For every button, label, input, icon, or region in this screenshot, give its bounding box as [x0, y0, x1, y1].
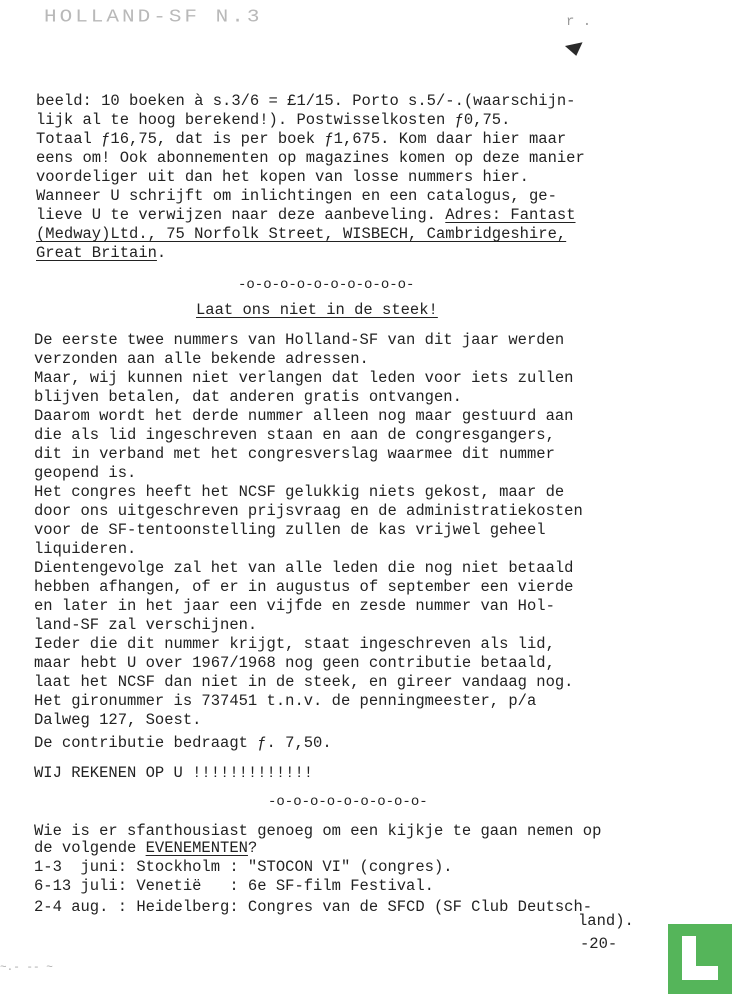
event-item-continuation: land). [578, 912, 634, 930]
text-line: liquideren. [34, 540, 137, 558]
event-item: 2-4 aug. : Heidelberg: Congres van de SFCD (SF Club Deutsch- [34, 898, 593, 916]
separator: -o-o-o-o-o-o-o-o-o- [268, 794, 428, 810]
text-span: de volgende [34, 839, 146, 857]
address-part-1: Adres: Fantast [445, 206, 576, 224]
text-line: beeld: 10 boeken à s.3/6 = £1/15. Porto s.5/-.(waarschijn- [36, 92, 576, 110]
text-line: De contributie bedraagt ƒ. 7,50. [34, 734, 332, 752]
text-line-with-address [36, 206, 576, 225]
text-line: De eerste twee nummers van Holland-SF van dit jaar werden [34, 331, 565, 349]
text-line: Het congres heeft het NCSF gelukkig niets gekost, maar de [34, 483, 565, 501]
faded-header-title: HOLLAND-SF N.3 [44, 7, 263, 28]
text-line: land-SF zal verschijnen. [34, 616, 258, 634]
question-mark: ? [247, 839, 258, 857]
text-span: lieve U te verwijzen naar deze aanbeveling. [36, 206, 446, 224]
text-line: Dientengevolge zal het van alle leden die nog niet betaald [34, 559, 574, 577]
events-keyword: EVENEMENTEN [145, 839, 248, 857]
address-part-3: Great Britain [36, 244, 157, 262]
address-end: . [156, 244, 167, 262]
text-line: Wie is er sfanthousiast genoeg om een kijkje te gaan nemen op [34, 822, 602, 840]
text-line: Maar, wij kunnen niet verlangen dat leden voor iets zullen [34, 369, 574, 387]
appeal-line: WIJ REKENEN OP U !!!!!!!!!!!!! [34, 764, 314, 782]
text-line: Daarom wordt het derde nummer alleen nog maar gestuurd aan [34, 407, 574, 425]
page-number: -20- [580, 935, 618, 953]
text-line: die als lid ingeschreven staan en aan de congresgangers, [34, 426, 555, 444]
text-line: Totaal ƒ16,75, dat is per boek ƒ1,675. Kom daar hier maar [36, 130, 567, 148]
event-item: 1-3 juni: Stockholm : "STOCON VI" (congres). [34, 858, 453, 876]
text-line: voor de SF-tentoonstelling zullen de kas vrijwel geheel [34, 521, 546, 539]
text-line: verzonden aan alle bekende adressen. [34, 350, 369, 368]
address-part-2: (Medway)Ltd., 75 Norfolk Street, WISBECH, Cambridgeshire, [36, 225, 567, 243]
address-line-3 [36, 244, 166, 263]
text-line: eens om! Ook abonnementen op magazines komen op deze manier [36, 149, 585, 167]
text-line: blijven betalen, dat anderen gratis ontvangen. [34, 388, 462, 406]
text-line: Dalweg 127, Soest. [34, 711, 202, 729]
text-line: dit in verband met het congresverslag waarmee dit nummer [34, 445, 555, 463]
edge-scratch-mark: ~.- -- ~ [0, 962, 53, 974]
text-line: Wanneer U schrijft om inlichtingen en een catalogus, ge- [36, 187, 557, 205]
text-line: laat het NCSF dan niet in de steek, en gireer vandaag nog. [34, 673, 574, 691]
separator: -o-o-o-o-o-o-o-o-o-o- [238, 277, 415, 293]
text-line: Ieder die dit nummer krijgt, staat ingeschreven als lid, [34, 635, 555, 653]
ink-blot-mark [565, 42, 585, 57]
section-heading: Laat ons niet in de steek! [196, 301, 438, 319]
text-line: Het gironummer is 737451 t.n.v. de penningmeester, p/a [34, 692, 537, 710]
text-line: voordeliger uit dan het kopen van losse nummers hier. [36, 168, 529, 186]
events-intro-line [34, 839, 257, 858]
watermark-l-foot [682, 966, 718, 980]
text-line: lijk al te hoog berekend!). Postwisselkosten ƒ0,75. [36, 111, 511, 129]
event-item: 6-13 juli: Venetië : 6e SF-film Festival. [34, 877, 434, 895]
text-line: en later in het jaar een vijfde en zesde nummer van Hol- [34, 597, 555, 615]
text-line: geopend is. [34, 464, 137, 482]
corner-mark: r . [566, 14, 592, 30]
watermark-logo [668, 924, 732, 994]
text-line: hebben afhangen, of er in augustus of september een vierde [34, 578, 574, 596]
text-line: maar hebt U over 1967/1968 nog geen contributie betaald, [34, 654, 555, 672]
text-line: door ons uitgeschreven prijsvraag en de administratiekosten [34, 502, 583, 520]
